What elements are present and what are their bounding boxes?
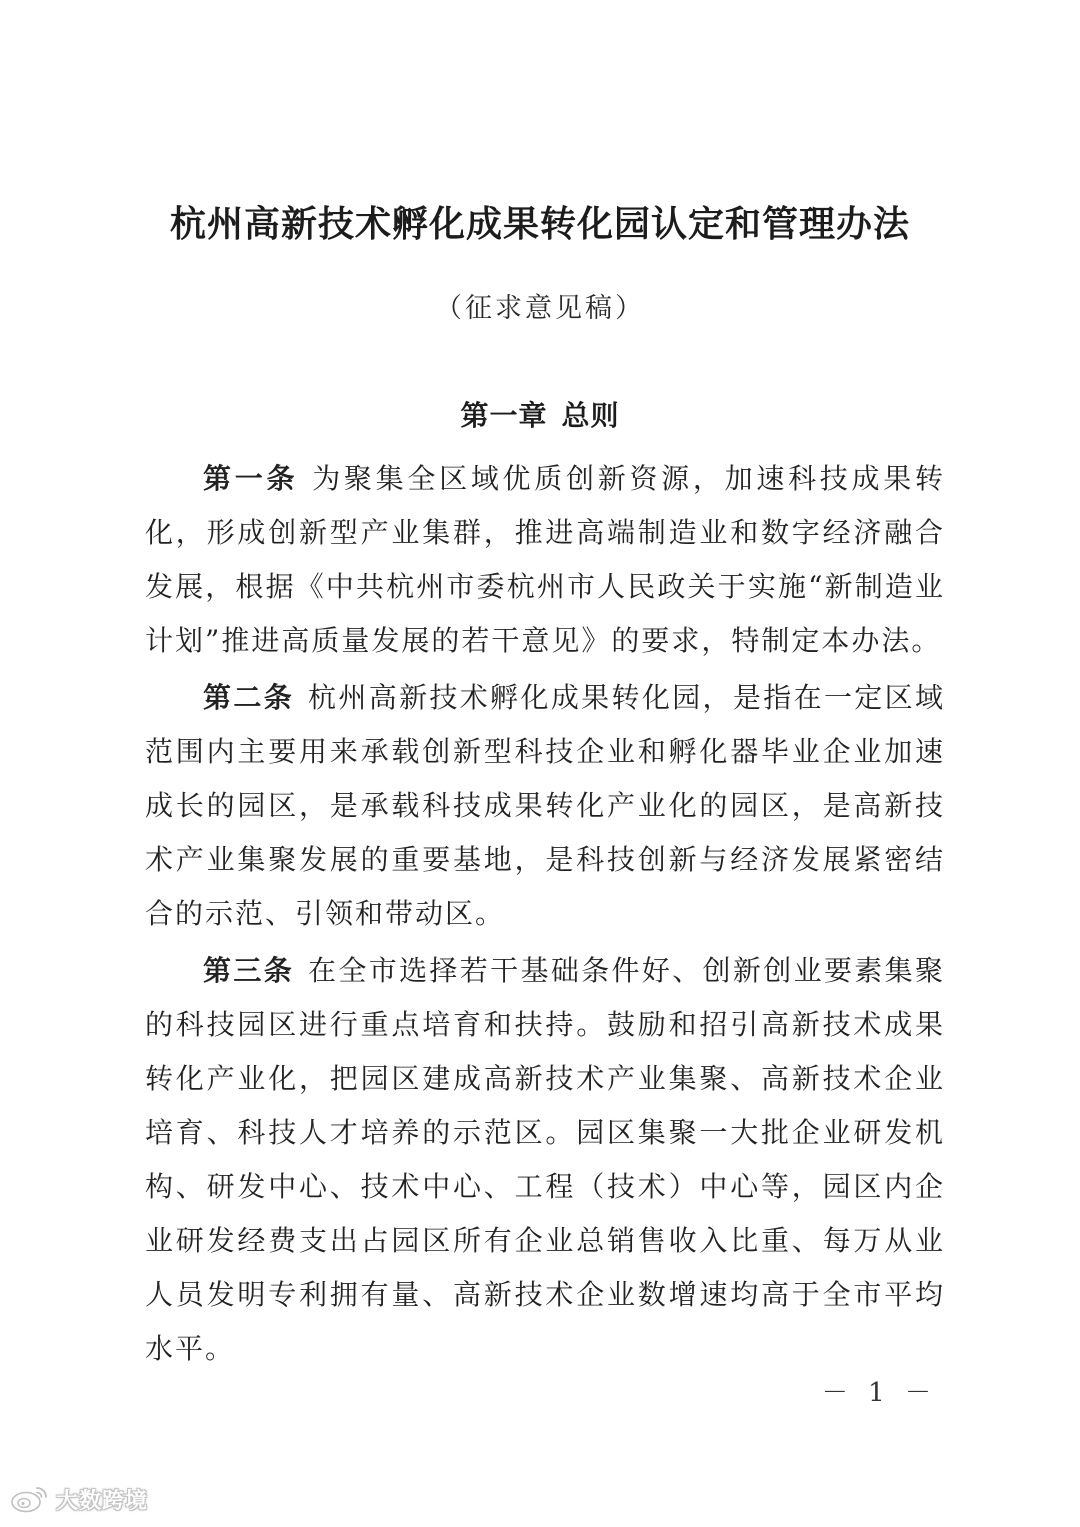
article-3-text: 在全市选择若干基础条件好、创新创业要素集聚的科技园区进行重点培育和扶持。鼓励和招引高新技术成果转化产业化，把园区建成高新技术产业集聚、高新技术企业培育、科技人才培养的示范区。园区集聚一大批企业研发机构、研发中心、技术中心、工程（技术）中心等，园区内企业研发经费支出占园区所有企业总销售收入比重、每万从业人员发明专利拥有量、高新技术企业数增速均高于全市平均水平。 <box>145 954 945 1365</box>
article-3-label: 第三条 <box>203 954 295 987</box>
article-1-text: 为聚集全区域优质创新资源，加速科技成果转化，形成创新型产业集群，推进高端制造业和数字经济融合发展，根据《中共杭州市委杭州市人民政关于实施“新制造业计划”推进高质量发展的若干意见》的要求，特制定本办法。 <box>145 462 945 657</box>
article-1 <box>145 452 945 668</box>
page-title: 杭州高新技术孵化成果转化园认定和管理办法 <box>169 204 910 245</box>
document-body <box>145 452 945 1379</box>
article-1-label: 第一条 <box>203 462 299 495</box>
article-2-text: 杭州高新技术孵化成果转化园，是指在一定区域范围内主要用来承载创新型科技企业和孵化器毕业企业加速成长的园区，是承载科技成果转化产业化的园区，是高新技术产业集聚发展的重要基地，是科技创新与经济发展紧密结合的示范、引领和带动区。 <box>145 681 945 930</box>
draft-subtitle: （征求意见稿） <box>435 293 645 324</box>
weibo-logo-icon <box>10 1484 50 1514</box>
page-number: － 1 － <box>821 1378 937 1408</box>
article-3 <box>145 944 945 1376</box>
chapter-heading <box>0 394 1080 434</box>
chapter-name: 总则 <box>561 399 620 432</box>
article-2 <box>145 671 945 941</box>
article-2-label: 第二条 <box>203 681 295 714</box>
watermark-text: 大数跨境 <box>56 1488 149 1514</box>
watermark <box>10 1483 148 1515</box>
chapter-number: 第一章 <box>460 399 548 432</box>
